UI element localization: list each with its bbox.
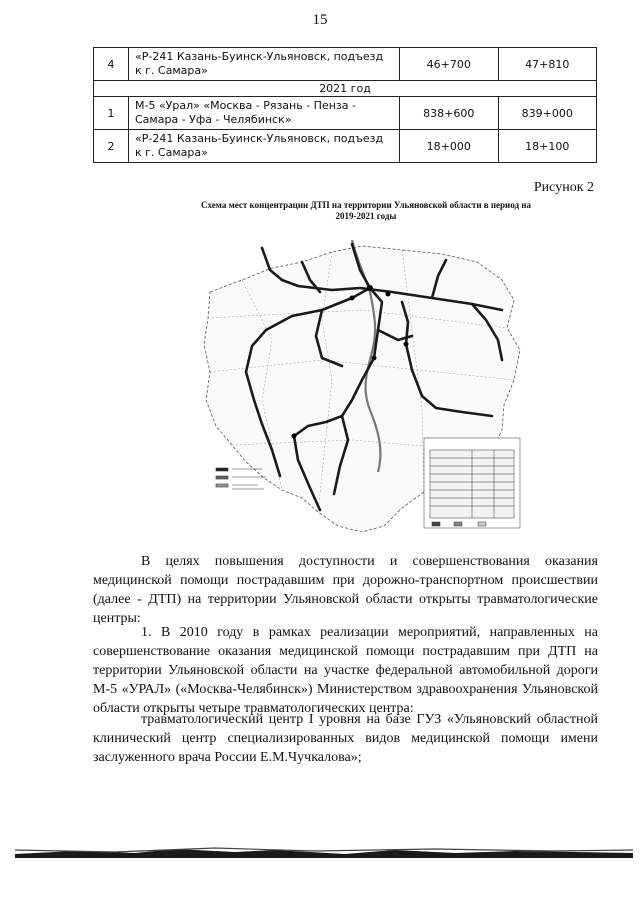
km-to: 839+000 xyxy=(498,97,597,130)
km-from: 46+700 xyxy=(400,48,499,81)
year-heading: 2021 год xyxy=(94,81,597,97)
accident-map-figure xyxy=(200,200,532,540)
row-number: 1 xyxy=(94,97,129,130)
km-from: 838+600 xyxy=(400,97,499,130)
km-from: 18+000 xyxy=(400,130,499,163)
road-sections-table xyxy=(93,47,597,163)
road-name: «Р-241 Казань-Буинск-Ульяновск, подъезд к г. Самара» xyxy=(129,130,400,163)
paragraph-trauma-center: травматологический центр I уровня на базе ГУЗ «Ульяновский областной клинический центр специализированных видов медицинской помощи имени заслуженного врача России Е.М.Чучкалова»; xyxy=(93,712,598,765)
scan-edge-artifact xyxy=(15,844,633,860)
row-number: 2 xyxy=(94,130,129,163)
km-to: 47+810 xyxy=(498,48,597,81)
map-inset-table xyxy=(424,438,520,528)
figure-label: Рисунок 2 xyxy=(533,180,594,195)
map-title: Схема мест концентрации ДТП на территории Ульяновской области в период на 2019-2021 годы xyxy=(201,200,531,221)
page-number: 15 xyxy=(312,12,328,28)
region-map-image xyxy=(202,240,530,540)
paragraph-item-1: 1. В 2010 году в рамках реализации мероприятий, направленных на совершенствование оказания медицинской помощи пострадавшим при ДТП на территории Ульяновской области на участке федеральной автомобильной дороги М-5 «УРАЛ» («Москва-Челябинск») Министерством здравоохранения Ульяновской области открыты четыре травматологических центра: xyxy=(93,625,598,716)
table-row xyxy=(94,97,597,130)
row-number: 4 xyxy=(94,48,129,81)
km-to: 18+100 xyxy=(498,130,597,163)
table-row xyxy=(94,130,597,163)
road-name: «Р-241 Казань-Буинск-Ульяновск, подъезд к г. Самара» xyxy=(129,48,400,81)
paragraph-intro: В целях повышения доступности и совершенствования оказания медицинской помощи пострадавшим при дорожно-транспортном происшествии (далее - ДТП) на территории Ульяновской области открыты травматологические центры: xyxy=(93,554,598,626)
road-name: М-5 «Урал» «Москва - Рязань - Пенза - Самара - Уфа - Челябинск» xyxy=(129,97,400,130)
year-row xyxy=(94,81,597,97)
table-row xyxy=(94,48,597,81)
